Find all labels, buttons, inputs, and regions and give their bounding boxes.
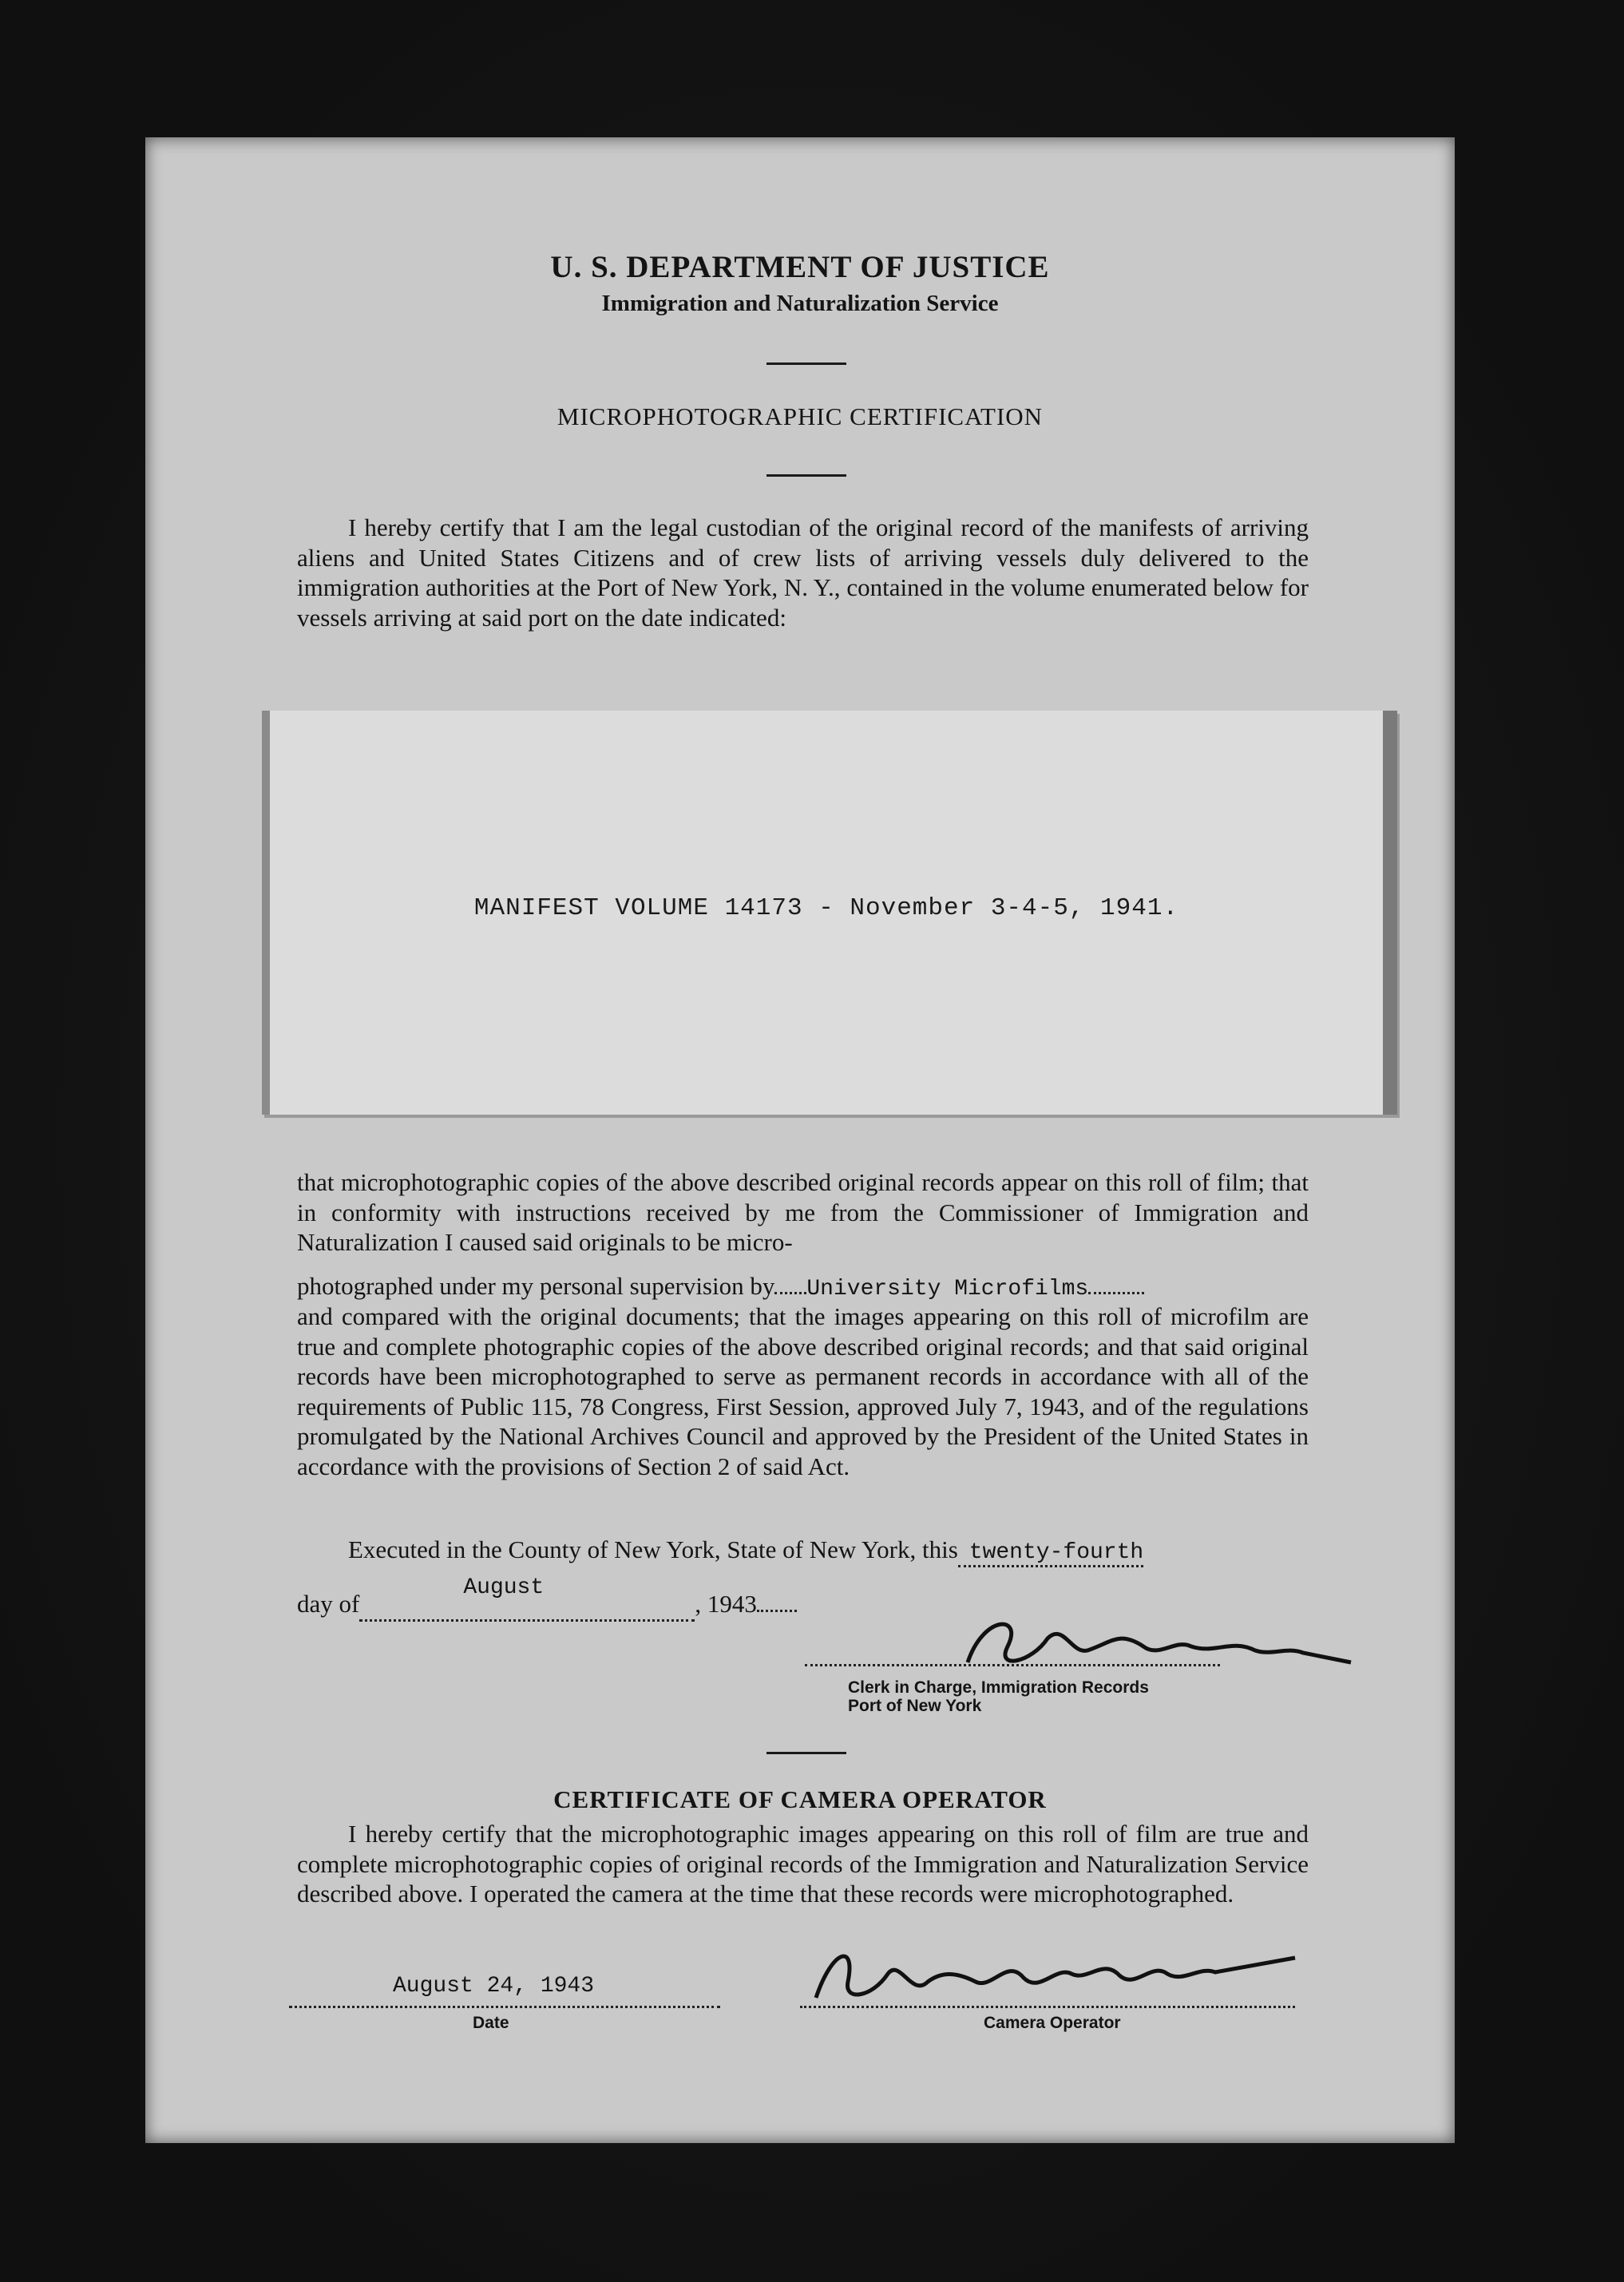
- manifest-volume-text: MANIFEST VOLUME 14173 - November 3-4-5, 1941.: [473, 894, 1179, 922]
- divider: [766, 1752, 846, 1754]
- supervision-line: [297, 1271, 1309, 1305]
- body-paragraph-2: and compared with the original documents; that the images appearing on this roll of microfilm are true and complete photographic copies of the above described original records; and that said original records have been microphotographed to serve as permanent records in accordance with all of the requirements of Public 115, 78 Congress, First Session, approved July 7, 1943, and of the regulations promulgated by the National Archives Council and approved by the President of the United States in accordance with the provisions of Section 2 of said Act.: [297, 1302, 1309, 1480]
- manifest-volume-card: [262, 711, 1397, 1115]
- camera-paragraph: I hereby certify that the microphotographic images appearing on this roll of film are true and complete microphotographic copies of original records of the Immigration and Naturalization Service described above. I operated the camera at the time that these records were microphotographed.: [297, 1820, 1309, 1908]
- divider: [766, 474, 846, 477]
- camera-heading: CERTIFICATE OF CAMERA OPERATOR: [553, 1785, 1047, 1813]
- execution-line: [297, 1535, 1309, 1568]
- clerk-title: [848, 1678, 1149, 1715]
- service-subtitle: Immigration and Naturalization Service: [601, 291, 999, 316]
- body-paragraph-1: that microphotographic copies of the above described original records appear on this roll of film; that in conformity with instructions received by me from the Commissioner of Immigration and Naturalization I caused said originals to be micro-: [297, 1168, 1309, 1256]
- clerk-title-line1: Clerk in Charge, Immigration Records: [848, 1678, 1149, 1697]
- date-signature-line: [289, 2006, 720, 2008]
- clerk-title-line2: Port of New York: [848, 1697, 982, 1715]
- operator-signature: [800, 1926, 1311, 2022]
- date-label: Date: [473, 2014, 509, 2032]
- day-of-label: day of: [297, 1590, 360, 1618]
- camera-date: August 24, 1943: [393, 1974, 595, 1999]
- operator-label: Camera Operator: [984, 2014, 1121, 2032]
- certification-title: MICROPHOTOGRAPHIC CERTIFICATION: [557, 402, 1044, 430]
- supervision-prefix: photographed under my personal supervision by: [297, 1272, 775, 1300]
- intro-paragraph: I hereby certify that I am the legal custodian of the original record of the manifests of arriving aliens and United States Citizens and of crew lists of arriving vessels duly delivered to the immigration authorities at the Port of New York, N. Y., contained in the volume enumerated below for vessels arriving at said port on the date indicated:: [297, 513, 1309, 632]
- divider: [766, 363, 846, 365]
- certificate-page: [145, 137, 1455, 2143]
- execution-prefix: Executed in the County of New York, State of New York, this: [348, 1535, 958, 1563]
- execution-day: twenty-fourth: [958, 1540, 1143, 1567]
- execution-month: August: [463, 1575, 545, 1600]
- agency-title: U. S. DEPARTMENT OF JUSTICE: [550, 250, 1050, 284]
- execution-year: , 1943: [695, 1590, 757, 1618]
- clerk-signature: [952, 1607, 1367, 1686]
- supervisor-name: University Microfilms: [806, 1277, 1089, 1301]
